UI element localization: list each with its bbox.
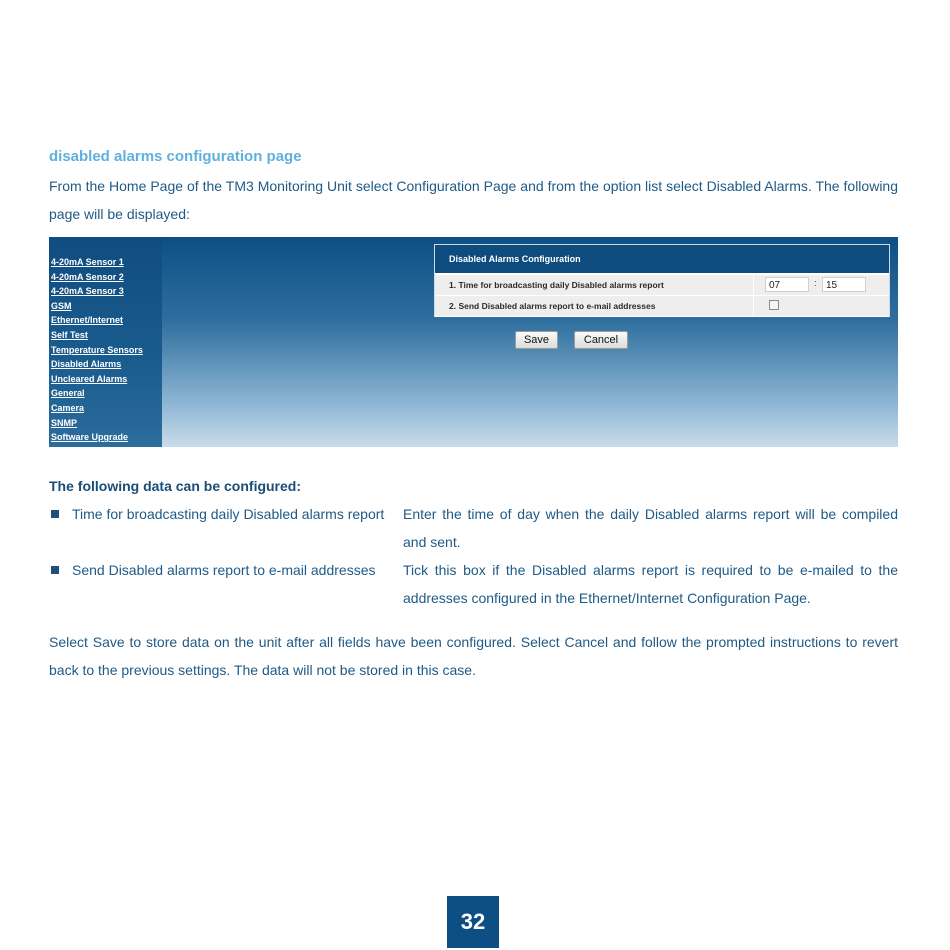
config-sidebar: [49, 237, 162, 447]
sidebar-link-gsm[interactable]: GSM: [51, 300, 72, 311]
item-description: Tick this box if the Disabled alarms report is required to be e-mailed to the addresses configured in the Ethernet/Internet Configuration Page.: [403, 562, 898, 606]
sidebar-link-temperature[interactable]: Temperature Sensors: [51, 344, 143, 355]
panel-title: Disabled Alarms Configuration: [435, 245, 889, 275]
time-row-label: 1. Time for broadcasting daily Disabled alarms report: [449, 280, 664, 290]
hour-input[interactable]: 07: [765, 277, 809, 292]
save-button[interactable]: Save: [515, 331, 558, 349]
cell-divider: [753, 296, 754, 316]
bullet-icon: [51, 566, 59, 574]
sidebar-link-camera[interactable]: Camera: [51, 402, 85, 413]
sidebar-link-sensor-1[interactable]: 4-20mA Sensor 1: [51, 257, 124, 267]
item-term: Time for broadcasting daily Disabled alarms report: [72, 506, 385, 522]
item-term: Send Disabled alarms report to e-mail addresses: [72, 562, 376, 578]
minute-input[interactable]: 15: [822, 277, 866, 292]
sidebar-link-sensor-3[interactable]: 4-20mA Sensor 3: [51, 286, 124, 297]
config-screenshot: [49, 237, 898, 447]
sidebar-link-uncleared-alarms[interactable]: Uncleared Alarms: [51, 373, 128, 384]
sidebar-link-software-upgrade[interactable]: Software Upgrade: [51, 432, 129, 443]
intro-paragraph: From the Home Page of the TM3 Monitoring Unit select Configuration Page and from the option list select Disabled Alarms. The following page will be displayed:: [49, 178, 898, 222]
closing-paragraph: Select Save to store data on the unit after all fields have been configured. Select Cancel and follow the prompted instructions to revert back to the previous settings. The data will not be stored in this case.: [49, 634, 898, 678]
subheading: The following data can be configured:: [49, 478, 302, 494]
item-description: Enter the time of day when the daily Disabled alarms report will be compiled and sent.: [403, 506, 898, 550]
email-row-label: 2. Send Disabled alarms report to e-mail addresses: [449, 301, 656, 311]
time-row: [435, 275, 889, 296]
sidebar-link-disabled-alarms[interactable]: Disabled Alarms: [51, 359, 122, 370]
email-row: [435, 296, 889, 317]
sidebar-link-general[interactable]: General: [51, 388, 85, 399]
sidebar-link-ethernet[interactable]: Ethernet/Internet: [51, 315, 124, 326]
section-heading: disabled alarms configuration page: [49, 148, 302, 165]
bullet-icon: [51, 510, 59, 518]
sidebar-link-snmp[interactable]: SNMP: [51, 417, 78, 428]
sidebar-link-sensor-2[interactable]: 4-20mA Sensor 2: [51, 271, 124, 282]
cell-divider: [753, 275, 754, 295]
sidebar-link-self-test[interactable]: Self Test: [51, 329, 88, 340]
page-number: 32: [447, 896, 499, 948]
email-checkbox[interactable]: [769, 300, 779, 310]
cancel-button[interactable]: Cancel: [574, 331, 628, 349]
config-panel: [434, 244, 890, 317]
time-separator: :: [814, 278, 817, 288]
